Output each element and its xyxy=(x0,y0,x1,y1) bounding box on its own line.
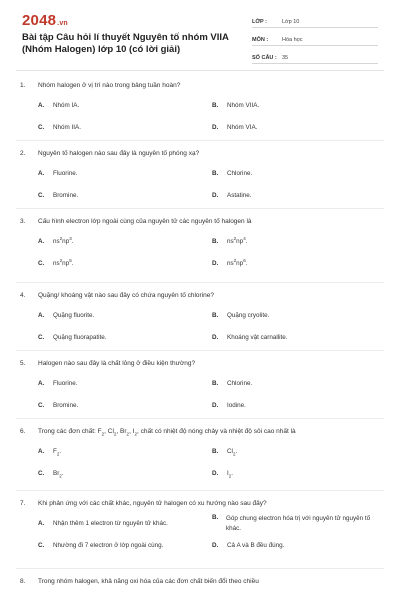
option-letter: C. xyxy=(38,192,45,199)
option-letter: B. xyxy=(212,448,219,455)
option-letter: D. xyxy=(212,542,219,549)
question-separator xyxy=(16,350,384,351)
question-line xyxy=(0,500,400,511)
option-text: Quặng fluorapatite. xyxy=(53,334,107,341)
option-letter: B. xyxy=(212,312,219,319)
option-text: Fluorine. xyxy=(53,170,78,177)
meta-value: Lớp 10 xyxy=(282,19,300,25)
page-title: Bài tập Câu hỏi lí thuyết Nguyên tố nhóm VIIA (Nhóm Halogen) lớp 10 (có lời giải) xyxy=(22,32,229,55)
option-letter: A. xyxy=(38,312,45,319)
meta-label: LỚP : xyxy=(252,19,267,25)
meta-label: SỐ CÂU : xyxy=(252,55,277,61)
question-line xyxy=(0,292,400,303)
option-text: Chlorine. xyxy=(227,380,253,387)
option-text: Nhóm IIA. xyxy=(53,124,81,131)
question-text: Khi phản ứng với các chất khác, nguyên tử halogen có xu hướng nào sau đây? xyxy=(38,500,267,507)
option-text: Nhóm IA. xyxy=(53,102,80,109)
option-letter: C. xyxy=(38,470,45,477)
question-text: Nguyên tố halogen nào sau đây là nguyên tố phóng xạ? xyxy=(38,150,200,157)
site-logo[interactable]: 2048.vn xyxy=(22,12,68,29)
option-letter: A. xyxy=(38,102,45,109)
option-text: Nhóm VIIA. xyxy=(227,102,260,109)
question-item xyxy=(0,82,400,131)
meta-row-grade xyxy=(252,14,378,28)
option-text: $ns^2np^4$. xyxy=(227,235,248,245)
question-item xyxy=(0,428,400,479)
option-text: Quặng cryolite. xyxy=(227,312,270,319)
option-letter: C. xyxy=(38,124,45,131)
question-item xyxy=(0,360,400,409)
option-text: Quặng fluorite. xyxy=(53,312,95,319)
question-item xyxy=(0,218,400,267)
question-separator xyxy=(16,140,384,141)
option-text: Astatine. xyxy=(227,192,252,199)
question-number: 1. xyxy=(20,82,26,89)
question-text: Trong các đơn chất: $F_2$, $Cl_2$, $Br_2$, $I_2$, chất có nhiệt độ nóng chảy và nhiệt độ sôi cao nhất là xyxy=(38,428,296,437)
question-separator xyxy=(16,418,384,419)
option-text: Nhận thêm 1 electron từ nguyên tử khác. xyxy=(53,520,168,527)
option-letter: A. xyxy=(38,380,45,387)
question-item xyxy=(0,578,400,589)
question-line xyxy=(0,82,400,93)
question-separator xyxy=(16,208,384,209)
document-meta xyxy=(252,14,378,68)
question-line xyxy=(0,428,400,439)
option-text: $ns^2np^3$. xyxy=(53,235,74,245)
option-text: Nhóm VIA. xyxy=(227,124,258,131)
option-letter: B. xyxy=(212,514,219,521)
meta-row-subject xyxy=(252,32,378,46)
question-text: Nhóm halogen ở vị trí nào trong bảng tuần hoàn? xyxy=(38,82,181,89)
question-separator xyxy=(16,282,384,283)
option-letter: B. xyxy=(212,102,219,109)
question-number: 8. xyxy=(20,578,26,585)
question-number: 3. xyxy=(20,218,26,225)
option-text: $Cl_2$. xyxy=(227,448,238,457)
option-text: Cả A và B đều đúng. xyxy=(227,542,285,549)
option-letter: C. xyxy=(38,260,45,267)
question-line xyxy=(0,218,400,229)
option-letter: B. xyxy=(212,380,219,387)
option-letter: A. xyxy=(38,238,45,245)
option-letter: D. xyxy=(212,470,219,477)
option-letter: C. xyxy=(38,334,45,341)
option-text: $Br_2$. xyxy=(53,470,64,479)
meta-label: MÔN : xyxy=(252,37,269,43)
option-text: $F_2$. xyxy=(53,448,62,457)
option-letter: A. xyxy=(38,448,45,455)
option-letter: B. xyxy=(212,238,219,245)
question-number: 5. xyxy=(20,360,26,367)
question-item xyxy=(0,292,400,341)
question-text: Cấu hình electron lớp ngoài cùng của nguyên tử các nguyên tố halogen là xyxy=(38,218,252,225)
option-text: $ns^2np^5$. xyxy=(53,257,74,267)
option-letter: D. xyxy=(212,402,219,409)
option-text: Bromine. xyxy=(53,402,79,409)
option-text: Khoáng vật carnallite. xyxy=(227,334,288,341)
option-text: Góp chung electron hóa trị với nguyên tử nguyên tố khác. xyxy=(226,515,371,532)
meta-value: Hóa học xyxy=(282,37,303,43)
meta-value: 35 xyxy=(282,55,289,61)
option-text: $I_2$. xyxy=(227,470,234,479)
question-item xyxy=(0,500,400,549)
question-item xyxy=(0,150,400,199)
header-divider xyxy=(16,70,384,71)
option-letter: A. xyxy=(38,520,45,527)
option-letter: D. xyxy=(212,334,219,341)
option-letter: D. xyxy=(212,260,219,267)
option-letter: C. xyxy=(38,402,45,409)
option-text: Fluorine. xyxy=(53,380,78,387)
question-text: Trong nhóm halogen, khả năng oxi hóa của các đơn chất biến đổi theo chiều xyxy=(38,578,259,585)
question-number: 4. xyxy=(20,292,26,299)
option-text: Iodine. xyxy=(227,402,246,409)
option-letter: B. xyxy=(212,170,219,177)
question-line xyxy=(0,150,400,161)
option-text: Nhường đi 7 electron ở lớp ngoài cùng. xyxy=(53,542,164,549)
question-line xyxy=(0,360,400,371)
question-line xyxy=(0,578,400,589)
question-text: Quặng/ khoáng vật nào sau đây có chứa nguyên tố chlorine? xyxy=(38,292,215,299)
option-letter: D. xyxy=(212,192,219,199)
option-text: Bromine. xyxy=(53,192,79,199)
option-letter: D. xyxy=(212,124,219,131)
question-separator xyxy=(16,568,384,569)
option-letter: C. xyxy=(38,542,45,549)
question-text: Halogen nào sau đây là chất lỏng ở điều kiện thường? xyxy=(38,360,196,367)
option-text: Chlorine. xyxy=(227,170,253,177)
question-separator xyxy=(16,490,384,491)
meta-row-count xyxy=(252,50,378,64)
question-number: 7. xyxy=(20,500,26,507)
question-number: 2. xyxy=(20,150,26,157)
option-text: $ns^2np^6$. xyxy=(227,257,248,267)
option-letter: A. xyxy=(38,170,45,177)
question-number: 6. xyxy=(20,428,26,435)
